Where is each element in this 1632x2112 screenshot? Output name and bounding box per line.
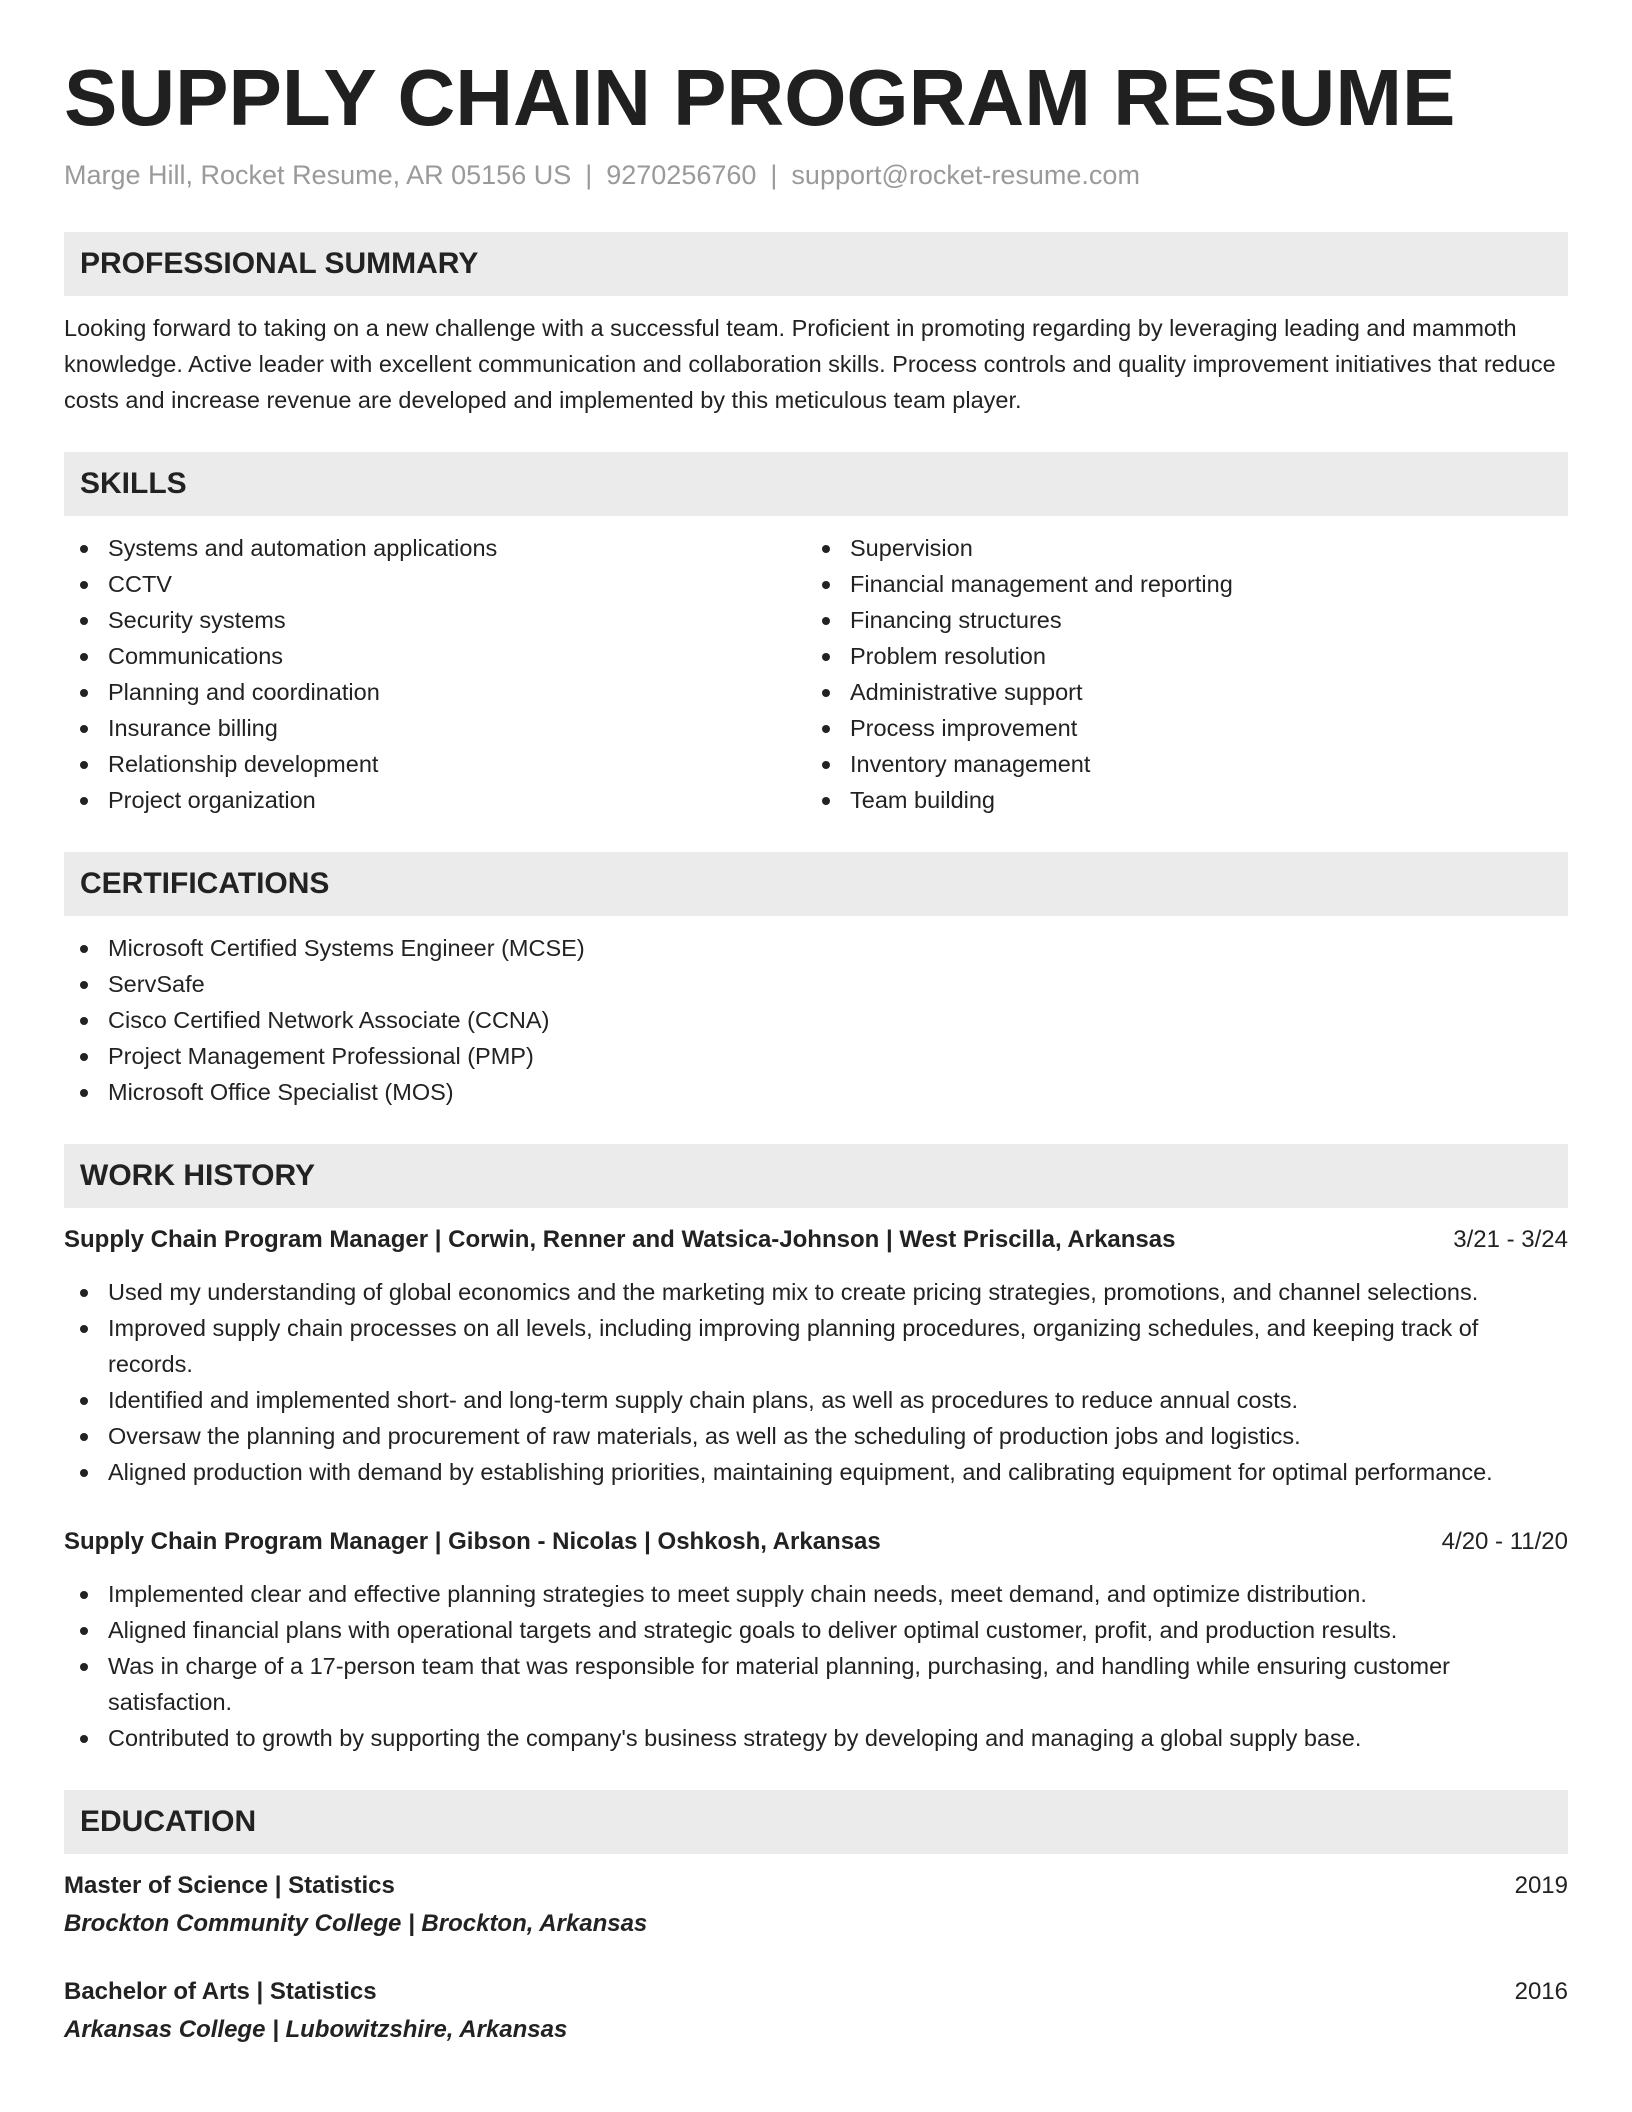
job-bullet: Identified and implemented short- and long-term supply chain plans, as well as procedures to reduce annual costs. — [64, 1382, 1568, 1418]
job-bullet: Used my understanding of global economics and the marketing mix to create pricing strategies, promotions, and channel selections. — [64, 1274, 1568, 1310]
contact-phone: 9270256760 — [606, 160, 757, 190]
education-degree: Bachelor of Arts | Statistics — [64, 1978, 377, 2005]
work-history-heading: WORK HISTORY — [64, 1144, 1568, 1208]
contact-line — [64, 158, 1568, 192]
skill-item: Team building — [806, 782, 1548, 818]
skill-item: Relationship development — [64, 746, 806, 782]
education-degree: Master of Science | Statistics — [64, 1872, 395, 1899]
certification-item: Microsoft Certified Systems Engineer (MCSE) — [64, 930, 1568, 966]
job-dates: 3/21 - 3/24 — [1453, 1226, 1568, 1253]
contact-separator: | — [770, 160, 778, 190]
skill-item: Administrative support — [806, 674, 1548, 710]
certification-item: ServSafe — [64, 966, 1568, 1002]
certifications-list — [64, 930, 1568, 1110]
summary-text: Looking forward to taking on a new challenge with a successful team. Proficient in promoting regarding by leveraging leading and mammoth knowledge. Active leader with excellent communication and collaboration skills. Process controls and quality improvement initiatives that reduce costs and increase revenue are developed and implemented by this meticulous team player. — [64, 315, 1556, 413]
skill-item: CCTV — [64, 566, 806, 602]
resume-page — [64, 0, 1568, 2050]
skill-item: Problem resolution — [806, 638, 1548, 674]
skill-item: Insurance billing — [64, 710, 806, 746]
job-bullet: Improved supply chain processes on all levels, including improving planning procedures, organizing schedules, and keeping track of records. — [64, 1310, 1568, 1382]
job-title: Supply Chain Program Manager | Gibson - Nicolas | Oshkosh, Arkansas — [64, 1528, 881, 1555]
education-entry — [64, 1868, 1568, 1944]
job-entry — [64, 1222, 1568, 1490]
skill-item: Planning and coordination — [64, 674, 806, 710]
education-school: Arkansas College | Lubowitzshire, Arkansas — [64, 2016, 568, 2043]
skills-list — [64, 530, 1568, 818]
job-entry — [64, 1524, 1568, 1756]
job-bullet: Aligned production with demand by establishing priorities, maintaining equipment, and calibrating equipment for optimal performance. — [64, 1454, 1568, 1490]
education-entry — [64, 1974, 1568, 2050]
job-bullet: Aligned financial plans with operational targets and strategic goals to deliver optimal customer, profit, and production results. — [64, 1612, 1568, 1648]
skill-item: Process improvement — [806, 710, 1548, 746]
skill-item: Communications — [64, 638, 806, 674]
job-bullet: Was in charge of a 17-person team that was responsible for material planning, purchasing, and handling while ensuring customer satisfaction. — [64, 1648, 1568, 1720]
skill-item: Systems and automation applications — [64, 530, 806, 566]
skill-item: Financial management and reporting — [806, 566, 1548, 602]
education-heading: EDUCATION — [64, 1790, 1568, 1854]
skills-heading: SKILLS — [64, 452, 1568, 516]
summary-heading: PROFESSIONAL SUMMARY — [64, 232, 1568, 296]
skill-item: Security systems — [64, 602, 806, 638]
contact-address: Marge Hill, Rocket Resume, AR 05156 US — [64, 160, 572, 190]
contact-email[interactable]: support@rocket-resume.com — [791, 160, 1140, 190]
skills-column-left — [64, 530, 806, 818]
resume-title: SUPPLY CHAIN PROGRAM RESUME — [64, 53, 1456, 142]
skill-item: Inventory management — [806, 746, 1548, 782]
skill-item: Project organization — [64, 782, 806, 818]
job-bullet: Implemented clear and effective planning strategies to meet supply chain needs, meet demand, and optimize distribution. — [64, 1576, 1568, 1612]
education-year: 2019 — [1514, 1872, 1568, 1899]
job-bullet: Oversaw the planning and procurement of raw materials, as well as the scheduling of production jobs and logistics. — [64, 1418, 1568, 1454]
job-title: Supply Chain Program Manager | Corwin, Renner and Watsica-Johnson | West Priscilla, Arkansas — [64, 1226, 1176, 1253]
job-dates: 4/20 - 11/20 — [1441, 1528, 1568, 1555]
skill-item: Financing structures — [806, 602, 1548, 638]
certification-item: Cisco Certified Network Associate (CCNA) — [64, 1002, 1568, 1038]
education-year: 2016 — [1514, 1978, 1568, 2005]
certification-item: Project Management Professional (PMP) — [64, 1038, 1568, 1074]
skill-item: Supervision — [806, 530, 1548, 566]
job-bullet: Contributed to growth by supporting the company's business strategy by developing and managing a global supply base. — [64, 1720, 1568, 1756]
contact-separator: | — [585, 160, 593, 190]
certification-item: Microsoft Office Specialist (MOS) — [64, 1074, 1568, 1110]
education-school: Brockton Community College | Brockton, Arkansas — [64, 1910, 648, 1937]
certifications-heading: CERTIFICATIONS — [64, 852, 1568, 916]
skills-column-right — [806, 530, 1548, 818]
